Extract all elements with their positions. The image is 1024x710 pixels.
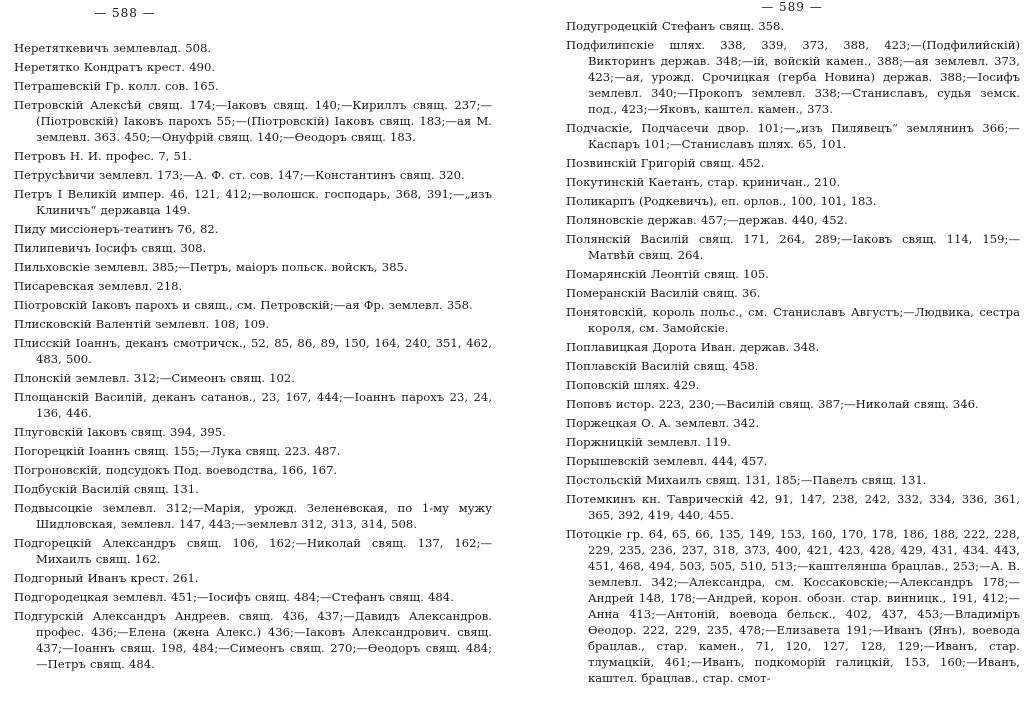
index-entry: Неретяткевичъ землевлад. 508. <box>14 41 212 55</box>
index-entry: Пильховскіе землевл. 385;—Петръ, маіоръ польск. войскъ, 385. <box>14 260 408 274</box>
index-entry: Поповъ истор. 223, 230;—Василій свящ. 387;—Николай свящ. 346. <box>566 397 979 411</box>
index-entry: Поляновскіе держав. 457;—держав. 440, 452. <box>566 213 848 227</box>
index-entry: Покутинскій Каетанъ, стар. криничан., 210. <box>566 175 841 189</box>
index-entry: Помарянскій Леонтій свящ. 105. <box>566 267 769 281</box>
right-page <box>520 0 1024 710</box>
index-entry: Пиду миссіонеръ-театинъ 76, 82. <box>14 222 219 236</box>
index-entry: Поплавицкая Дорота Иван. держав. 348. <box>566 340 820 354</box>
index-entry: Подбускій Василій свящ. 131. <box>14 482 199 496</box>
index-entry: Неретятко Кондратъ крест. 490. <box>14 60 216 74</box>
index-entry: Петровъ Н. И. профес. 7, 51. <box>14 149 192 163</box>
index-entries-left <box>14 40 492 675</box>
index-entry: Понятовскій, король польс., см. Станиславъ Августъ;—Людвика, сестра короля, см. Замойскіе. <box>566 305 1020 335</box>
index-entry: Подугродецкій Стефанъ свящ. 358. <box>566 19 785 33</box>
left-page <box>0 0 500 710</box>
index-entry: Писаревская землевл. 218. <box>14 279 183 293</box>
index-entry: Петрашевскій Гр. колл. сов. 165. <box>14 79 219 93</box>
index-entry: Поликарпъ (Родкевичъ), еп. орлов., 100, 101, 183. <box>566 194 877 208</box>
index-entry: Погорецкій Іоаннъ свящ. 155;—Лука свящ. 223. 487. <box>14 444 341 458</box>
index-entry: Петровскій Алексѣй свящ. 174;—Іаковъ свящ. 140;—Кириллъ свящ. 237;—(Піотровскій) Іаковъ парохъ 55;—(Піотровскій) Іаковъ свящ. 183;—ая М. землевл. 363. 450;—Онуфрій свящ. 140;—Ѳеодоръ свящ. 183. <box>14 98 492 144</box>
index-entries-right <box>566 18 1020 689</box>
index-entry: Потоцкіе гр. 64, 65, 66, 135, 149, 153, 160, 170, 178, 186, 188, 222, 228, 229, 235, 236, 237, 318, 373, 400, 421, 423, 428, 429, 431, 434. 443, 451, 468, 494, 503, 505, 510, 513;—каштелянша брацлав., 253;—А. В. землевл. 342;—Александра, см. Коссаковскіе;—Александръ 178;—Андрей 148, 178;—Андрей, корон. обозн. стар. винницк., 191, 412;—Анна 413;—Антоній, воевода бельск., 402, 437, 453;—Владиміръ Ѳеодор. 222, 229, 235, 478;—Елизавета 191;—Иванъ (Янъ), воевода брацлав., стар. камен., 71, 120, 127, 128, 129;—Иванъ, стар. тлумацкій, 461;—Иванъ, подкоморій галицкій, 153, 160;—Иванъ, каштел. брацлав., стар. смот- <box>566 527 1020 685</box>
index-entry: Подгорецкій Александръ свящ. 106, 162;—Николай свящ. 137, 162;—Михаилъ свящ. 162. <box>14 536 492 566</box>
index-entry: Полянскій Василій свящ. 171, 264, 289;—Іаковъ свящ. 114, 159;—Матвѣй свящ. 264. <box>566 232 1020 262</box>
index-entry: Поплавскій Василій свящ. 458. <box>566 359 759 373</box>
index-entry: Поповскій шлях. 429. <box>566 378 700 392</box>
index-entry: Пилипевичъ Іосифъ свящ. 308. <box>14 241 207 255</box>
index-entry: Піотровскій Іаковъ парохъ и свящ., см. Петровскій;—ая Фр. землевл. 358. <box>14 298 473 312</box>
index-entry: Померанскій Василій свящ. 36. <box>566 286 761 300</box>
index-entry: Поржецкая О. А. землевл. 342. <box>566 416 760 430</box>
index-entry: Подчаскіе, Подчасечи двор. 101;—„изъ Пилявецъ“ землянинъ 366;—Каспаръ 101;—Станиславъ шлях. 65, 101. <box>566 121 1020 151</box>
index-entry: Плуговскій Іаковъ свящ. 394, 395. <box>14 425 226 439</box>
index-entry: Погроновскій, подсудокъ Под. воеводства, 166, 167. <box>14 463 338 477</box>
index-entry: Петрусѣвичи землевл. 173;—А. Ф. ст. сов. 147;—Константинъ свящ. 320. <box>14 168 465 182</box>
index-entry: Площанскій Василій, деканъ сатанов., 23, 167, 444;—Іоаннъ парохъ 23, 24, 136, 446. <box>14 390 492 420</box>
page-number-left: — 588 — <box>94 6 156 20</box>
page-number-right: — 589 — <box>761 0 823 14</box>
index-entry: Подфилипскіе шлях. 338, 339, 373, 388, 423;—(Подфилийскій) Викторинъ держав. 348;—ій, войскій камен., 388;—ая землевл. 373, 423;—ая, урожд. Срочицкая (герба Новина) держав. 388;—Іосифъ землевл. 340;—Прокопъ землевл. 338;—Станиславъ, судья земск. под., 423;—Яковъ, каштел. камен., 373. <box>566 38 1020 116</box>
index-entry: Подгородецкая землевл. 451;—Іосифъ свящ. 484;—Стефанъ свящ. 484. <box>14 590 454 604</box>
index-entry: Постольскій Михаилъ свящ. 131, 185;—Павелъ свящ. 131. <box>566 473 927 487</box>
index-entry: Подгорный Иванъ крест. 261. <box>14 571 199 585</box>
index-entry: Плисковскій Валентій землевл. 108, 109. <box>14 317 270 331</box>
index-entry: Плисскій Іоаннъ, деканъ смотричск., 52, 85, 86, 89, 150, 164, 240, 351, 462, 483, 500. <box>14 336 492 366</box>
index-entry: Потемкинъ кн. Таврическій 42, 91, 147, 238, 242, 332, 334, 336, 361, 365, 392, 419, 440, 455. <box>566 492 1020 522</box>
index-entry: Позвинскій Григорій свящ. 452. <box>566 156 765 170</box>
index-entry: Подвысоцкіе землевл. 312;—Марія, урожд. Зеленевская, по 1-му мужу Шидловская, землевл. 147, 443;—землевл 312, 313, 314, 508. <box>14 501 492 531</box>
index-entry: Порышевскій землевл. 444, 457. <box>566 454 768 468</box>
index-entry: Плонскій землевл. 312;—Симеонъ свящ. 102. <box>14 371 295 385</box>
index-entry: Подгурскій Александръ Андреев. свящ. 436, 437;—Давидъ Александров. профес. 436;—Елена (жена Алекс.) 436;—Іаковъ Александрович. свящ. 437;—Іоаннъ свящ. 198, 484;—Симеонъ свящ. 270;—Ѳеодоръ свящ. 484;—Петръ свящ. 484. <box>14 609 492 671</box>
index-entry: Петръ I Великій импер. 46, 121, 412;—волошск. господарь, 368, 391;—„изъ Клиничъ“ державца 149. <box>14 187 492 217</box>
index-entry: Поржницкій землевл. 119. <box>566 435 731 449</box>
